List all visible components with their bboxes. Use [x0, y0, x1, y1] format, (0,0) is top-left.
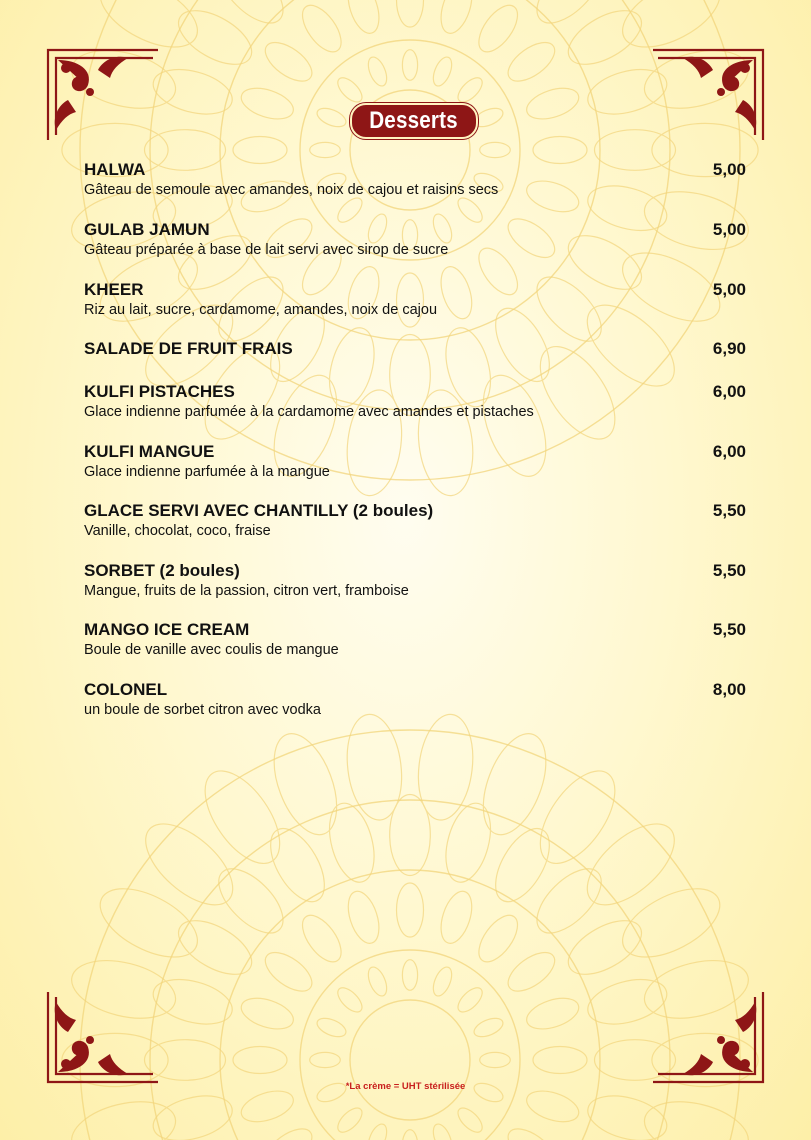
- item-name: SALADE DE FRUIT FRAIS: [84, 339, 293, 358]
- mandala-petal: [526, 758, 630, 876]
- menu-item: [84, 620, 746, 658]
- mandala-petal: [89, 875, 208, 971]
- mandala-petal: [148, 1088, 237, 1140]
- item-price: 5,50: [712, 620, 746, 639]
- mandala-petal: [454, 984, 486, 1016]
- menu-item: [84, 501, 746, 539]
- mandala-petal: [435, 0, 477, 37]
- mandala-petal: [208, 0, 294, 34]
- mandala-petal: [132, 809, 247, 919]
- item-name: GLACE SERVI AVEC CHANTILLY (2 boules): [84, 501, 434, 520]
- item-name: KHEER: [84, 280, 144, 299]
- mandala-petal: [295, 0, 349, 58]
- mandala-petal: [402, 960, 417, 991]
- mandala-petal: [402, 50, 417, 81]
- mandala-petal: [310, 142, 341, 157]
- mandala-petal: [237, 992, 297, 1034]
- item-name: GULAB JAMUN: [84, 220, 210, 239]
- item-price: 6,00: [712, 442, 746, 461]
- mandala-petal: [485, 820, 561, 910]
- mandala-petal: [435, 887, 477, 947]
- corner-ornament-bottom-left: [38, 982, 168, 1092]
- item-name: KULFI PISTACHES: [84, 382, 235, 401]
- mandala-petal: [471, 0, 525, 58]
- mandala-petal: [365, 964, 391, 998]
- mandala-petal: [334, 1104, 366, 1136]
- item-price: 5,50: [712, 561, 746, 580]
- item-description: Gâteau préparée à base de lait servi avec sirop de sucre: [84, 242, 449, 258]
- item-description: un boule de sorbet citron avec vodka: [84, 702, 321, 718]
- item-description: Mangue, fruits de la passion, citron vert, framboise: [84, 583, 409, 599]
- item-price: 6,00: [712, 382, 746, 401]
- mandala-petal: [471, 725, 558, 843]
- mandala-petal: [170, 910, 260, 986]
- mandala-petal: [638, 1092, 754, 1140]
- corner-ornament-bottom-right: [643, 982, 773, 1092]
- mandala-petal: [454, 1104, 486, 1136]
- mandala-petal: [560, 0, 650, 75]
- mandala-petal: [342, 711, 408, 823]
- mandala-petal: [533, 1047, 587, 1074]
- mandala-petal: [334, 74, 366, 106]
- mandala-petal: [430, 964, 456, 998]
- mandala-petal: [334, 984, 366, 1016]
- mandala-petal: [66, 1092, 182, 1140]
- menu-title-badge: [350, 103, 478, 139]
- mandala-petal: [170, 1135, 260, 1140]
- mandala-petal: [480, 142, 511, 157]
- mandala-petal: [583, 1088, 672, 1140]
- corner-ornament-top-right: [643, 40, 773, 150]
- mandala-petal: [480, 1052, 511, 1067]
- menu-item: [84, 160, 746, 198]
- mandala-petal: [190, 758, 294, 876]
- item-description: Boule de vanille avec coulis de mangue: [84, 642, 339, 658]
- mandala-petal: [502, 945, 562, 999]
- menu-title: Desserts: [369, 107, 459, 134]
- mandala-petal: [397, 883, 424, 937]
- mandala-petal: [502, 1121, 562, 1140]
- mandala-petal: [260, 820, 336, 910]
- item-description: Glace indienne parfumée à la mangue: [84, 464, 330, 480]
- menu-item: [84, 442, 746, 480]
- mandala-petal: [397, 0, 424, 27]
- menu-item: [84, 280, 746, 318]
- mandala-petal: [573, 809, 688, 919]
- menu-item: [84, 382, 746, 420]
- mandala-petal: [322, 798, 382, 887]
- mandala-petal: [526, 0, 612, 34]
- menu-item: [84, 680, 746, 718]
- item-description: Riz au lait, sucre, cardamome, amandes, noix de cajou: [84, 302, 438, 318]
- mandala-petal: [471, 1015, 505, 1041]
- item-name: SORBET (2 boules): [84, 561, 240, 580]
- mandala-petal: [259, 35, 319, 89]
- mandala-petal: [560, 910, 650, 986]
- mandala-petal: [170, 0, 260, 75]
- mandala-petal: [233, 1047, 287, 1074]
- mandala-petal: [390, 795, 431, 876]
- item-description: Glace indienne parfumée à la cardamome avec amandes et pistaches: [84, 404, 534, 420]
- mandala-petal: [259, 945, 319, 999]
- menu-item: [84, 220, 746, 258]
- mandala-petal: [413, 711, 479, 823]
- mandala-petal: [365, 1121, 391, 1140]
- item-description: Vanille, chocolat, coco, fraise: [84, 523, 271, 539]
- mandala-petal: [454, 74, 486, 106]
- mandala-petal: [523, 992, 583, 1034]
- item-name: MANGO ICE CREAM: [84, 620, 250, 639]
- mandala-petal: [342, 887, 384, 947]
- mandala-petal: [365, 54, 391, 88]
- item-name: COLONEL: [84, 680, 168, 699]
- item-name: HALWA: [84, 160, 146, 179]
- mandala-petal: [262, 725, 349, 843]
- item-price: 5,00: [712, 220, 746, 239]
- mandala-petal: [502, 35, 562, 89]
- item-description: Gâteau de semoule avec amandes, noix de cajou et raisins secs: [84, 182, 499, 198]
- item-name: KULFI MANGUE: [84, 442, 215, 461]
- mandala-petal: [612, 875, 731, 971]
- mandala-petal: [526, 858, 612, 944]
- mandala-petal: [310, 1052, 341, 1067]
- menu-item: [84, 339, 746, 359]
- mandala-petal: [237, 82, 297, 124]
- mandala-petal: [560, 1135, 650, 1140]
- item-price: 5,00: [712, 280, 746, 299]
- corner-ornament-top-left: [38, 40, 168, 150]
- mandala-petal: [314, 1015, 348, 1041]
- menu-item: [84, 561, 746, 599]
- mandala-petal: [471, 909, 525, 969]
- mandala-petal: [573, 0, 688, 10]
- mandala-petal: [259, 1121, 319, 1140]
- mandala-petal: [402, 1130, 417, 1140]
- item-price: 8,00: [712, 680, 746, 699]
- mandala-petal: [438, 798, 498, 887]
- mandala-petal: [132, 0, 247, 10]
- mandala-petal: [430, 1121, 456, 1140]
- mandala-petal: [342, 0, 384, 37]
- item-price: 5,00: [712, 160, 746, 179]
- mandala-petal: [523, 82, 583, 124]
- item-price: 5,50: [712, 501, 746, 520]
- item-price: 6,90: [712, 339, 746, 358]
- mandala-petal: [314, 105, 348, 131]
- mandala-petal: [208, 858, 294, 944]
- footnote: *La crème = UHT stérilisée: [345, 1081, 466, 1092]
- mandala-petal: [295, 909, 349, 969]
- mandala-petal: [430, 54, 456, 88]
